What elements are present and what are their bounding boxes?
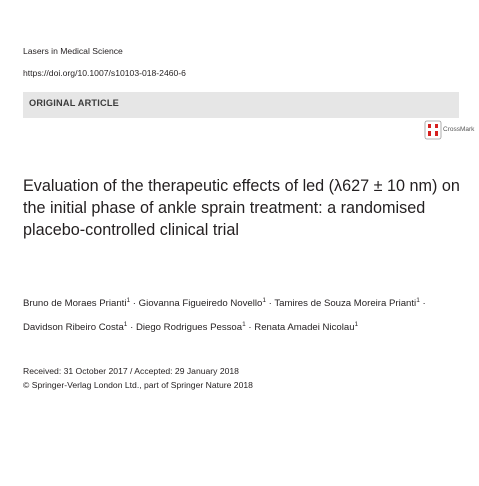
crossmark-badge[interactable] [424,120,474,140]
received-dates: Received: 31 October 2017 / Accepted: 29 January 2018 [23,366,239,376]
author-name[interactable]: Renata Amadei Nicolau [254,322,355,333]
crossmark-label: CrossMark [443,126,475,133]
author-name[interactable]: Giovanna Figueiredo Novello [138,298,263,309]
author-line-2 [23,316,463,340]
article-type-bar [23,92,459,118]
article-type-label: ORIGINAL ARTICLE [29,98,119,108]
author-list [23,292,463,340]
author-name[interactable]: Tamires de Souza Moreira Prianti [274,298,417,309]
author-separator: · [268,298,272,309]
author-name[interactable]: Bruno de Moraes Prianti [23,298,127,309]
affiliation-marker: 1 [126,296,131,304]
affiliation-marker: 1 [242,320,246,328]
author-line-1 [23,292,463,316]
affiliation-marker: 1 [416,296,420,304]
journal-name: Lasers in Medical Science [23,46,123,56]
crossmark-icon [424,120,442,140]
author-separator: · [248,322,252,333]
doi-link[interactable]: https://doi.org/10.1007/s10103-018-2460-6 [23,68,186,78]
affiliation-marker: 1 [123,320,128,328]
author-separator: · [422,298,426,309]
article-title: Evaluation of the therapeutic effects of led (λ627 ± 10 nm) on the initial phase of ankle sprain treatment: a randomised placebo-controlled clinical trial [23,177,460,239]
affiliation-marker: 1 [262,296,266,304]
author-name[interactable]: Diego Rodrigues Pessoa [135,322,243,333]
copyright-notice: © Springer-Verlag London Ltd., part of Springer Nature 2018 [23,380,253,390]
author-separator: · [132,298,136,309]
author-name[interactable]: Davidson Ribeiro Costa [23,322,124,333]
affiliation-marker: 1 [354,320,359,328]
author-separator: · [130,322,134,333]
